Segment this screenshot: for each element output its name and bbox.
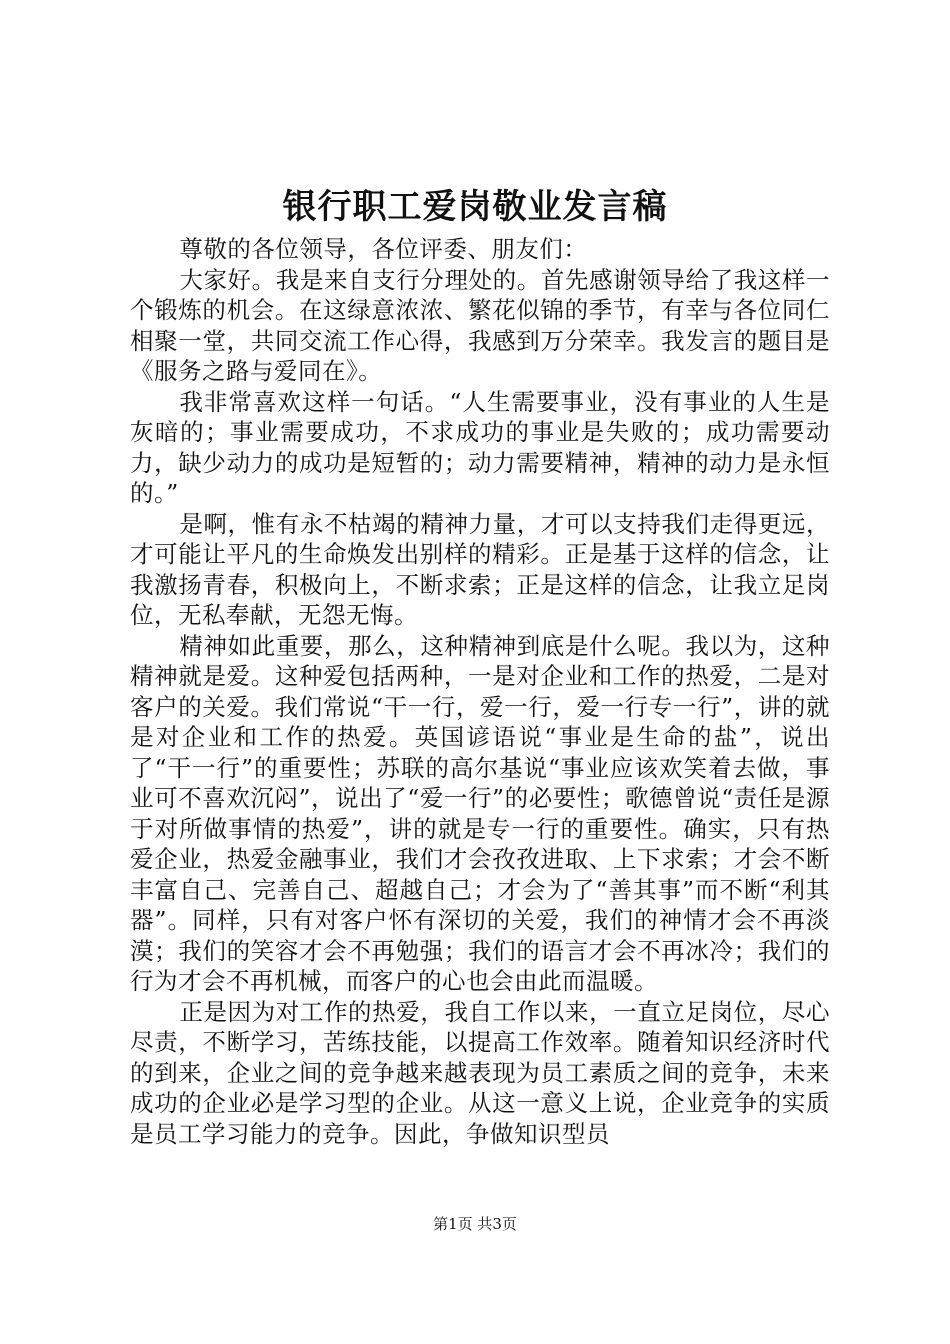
paragraph-spirit-love: 精神如此重要，那么，这种精神到底是什么呢。我以为，这种精神就是爱。这种爱包括两种，一是对企业和工作的热爱，二是对客户的关爱。我们常说“干一行，爱一行，爱一行专一行”，讲的就是对企业和工作的热爱。英国谚语说“事业是生命的盐”，说出了“干一行”的重要性；苏联的高尔基说“事业应该欢笑着去做，事业可不喜欢沉闷”，说出了“爱一行”的必要性；歌德曾说“责任是源于对所做事情的热爱”，讲的就是专一行的重要性。确实，只有热爱企业，热爱金融事业，我们才会孜孜进取、上下求索；才会不断丰富自己、完善自己、超越自己；才会为了“善其事”而不断“利其器”。同样，只有对客户怀有深切的关爱，我们的神情才会不再淡漠；我们的笑容才会不再勉强；我们的语言才会不再冰冷；我们的行为才会不再机械，而客户的心也会由此而温暖。 <box>130 631 830 995</box>
paragraph-greeting: 大家好。我是来自支行分理处的。首先感谢领导给了我这样一个锻炼的机会。在这绿意浓浓、繁花似锦的季节，有幸与各位同仁相聚一堂，共同交流工作心得，我感到万分荣幸。我发言的题目是《服务之路与爱同在》。 <box>130 265 830 385</box>
paragraph-salutation: 尊敬的各位领导，各位评委、朋友们： <box>179 235 588 263</box>
paragraph-quote: 我非常喜欢这样一句话。“人生需要事业，没有事业的人生是灰暗的；事业需要成功，不求成功的事业是失败的；成功需要动力，缺少动力的成功是短暂的；动力需要精神，精神的动力是永恒的。” <box>130 387 830 507</box>
document-body <box>130 234 830 1149</box>
document-title: 银行职工爱岗敬业发言稿 <box>282 187 668 227</box>
paragraph-work-learning: 正是因为对工作的热爱，我自工作以来，一直立足岗位，尽心尽责，不断学习，苦练技能，以提高工作效率。随着知识经济时代的到来，企业之间的竞争越来越表现为员工素质之间的竞争，未来成功的企业必是学习型的企业。从这一意义上说，企业竞争的实质是员工学习能力的竞争。因此，争做知识型员 <box>130 997 830 1148</box>
paragraph-belief: 是啊，惟有永不枯竭的精神力量，才可以支持我们走得更远，才可能让平凡的生命焕发出别样的精彩。正是基于这样的信念，让我激扬青春，积极向上，不断求索；正是这样的信念，让我立足岗位，无私奉献，无怨无悔。 <box>130 509 830 629</box>
page-footer: 第1页 共3页 <box>433 1215 517 1233</box>
